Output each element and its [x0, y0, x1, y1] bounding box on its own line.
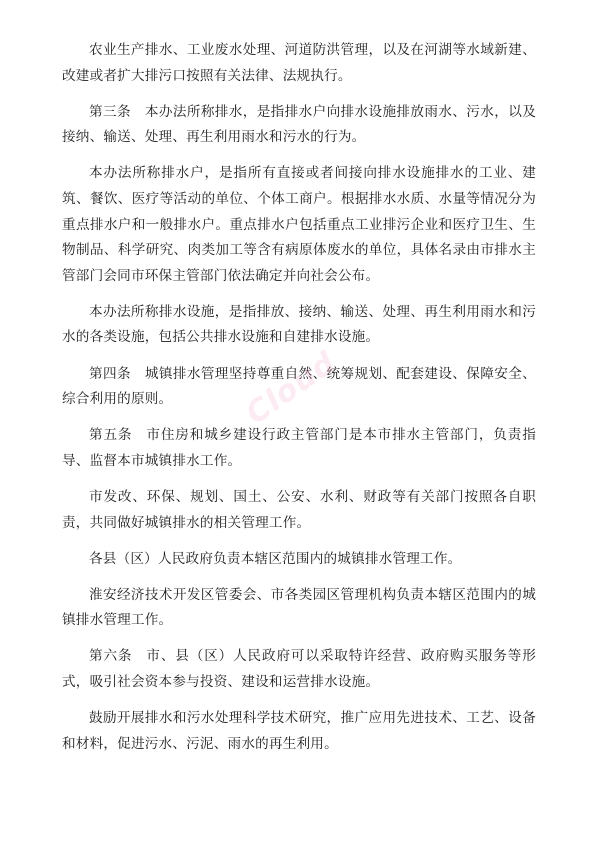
- paragraph-text: 本办法所称排水户，是指所有直接或者间接向排水设施排水的工业、建筑、餐饮、医疗等活动的单位、个体工商户。根据排水水质、水量等情况分为重点排水户和一般排水户。重点排水户包括重点工业排污企业和医疗卫生、生物制品、科学研究、肉类加工等含有病原体废水的单位，具体名录由市排水主管部门会同市环保主管部门依法确定并向社会公布。: [62, 165, 536, 284]
- paragraph-2: [62, 100, 536, 151]
- paragraph-7: [62, 485, 536, 536]
- paragraph-6: [62, 423, 536, 474]
- paragraph-10: [62, 644, 536, 695]
- paragraph-text: 市住房和城乡建设行政主管部门是本市排水主管部门，负责指导、监督本市城镇排水工作。: [62, 427, 536, 469]
- article-number: 第三条: [89, 103, 131, 120]
- paragraph-text: 市、县（区）人民政府可以采取特许经营、政府购买服务等形式，吸引社会资本参与投资、建设和运营排水设施。: [62, 648, 536, 690]
- paragraph-8: [62, 547, 536, 573]
- paragraph-text: 本办法所称排水，是指排水户向排水设施排放雨水、污水，以及接纳、输送、处理、再生利用雨水和污水的行为。: [62, 103, 536, 146]
- paragraph-text: 本办法所称排水设施，是指排放、接纳、输送、处理、再生利用雨水和污水的各类设施，包括公共排水设施和自建排水设施。: [62, 303, 536, 346]
- paragraph-text: 市发改、环保、规划、国土、公安、水利、财政等有关部门按照各自职责，共同做好城镇排水的相关管理工作。: [62, 488, 536, 531]
- article-number: 第五条: [89, 427, 133, 444]
- article-number: 第四条: [89, 365, 131, 382]
- paragraph-11: [62, 706, 536, 757]
- paragraph-5: [62, 362, 536, 413]
- article-number: 第六条: [89, 648, 133, 665]
- paragraph-text: 淮安经济技术开发区管委会、市各类园区管理机构负责本辖区范围内的城镇排水管理工作。: [62, 586, 536, 629]
- paragraph-text: 鼓励开展排水和污水处理科学技术研究，推广应用先进技术、工艺、设备和材料，促进污水、污泥、雨水的再生利用。: [62, 710, 536, 752]
- paragraph-9: [62, 583, 536, 634]
- paragraph-text: 各县（区）人民政府负责本辖区范围内的城镇排水管理工作。: [89, 550, 462, 567]
- paragraph-1: [62, 38, 536, 89]
- paragraph-3: [62, 161, 536, 289]
- watermark-text: Cloud: [239, 345, 343, 432]
- paragraph-text: 农业生产排水、工业废水处理、河道防洪管理，以及在河湖等水域新建、改建或者扩大排污口按照有关法律、法规执行。: [62, 42, 536, 84]
- paragraph-4: [62, 300, 536, 351]
- document-body: [62, 38, 536, 768]
- paragraph-text: 城镇排水管理坚持尊重自然、统筹规划、配套建设、保障安全、综合利用的原则。: [62, 365, 536, 408]
